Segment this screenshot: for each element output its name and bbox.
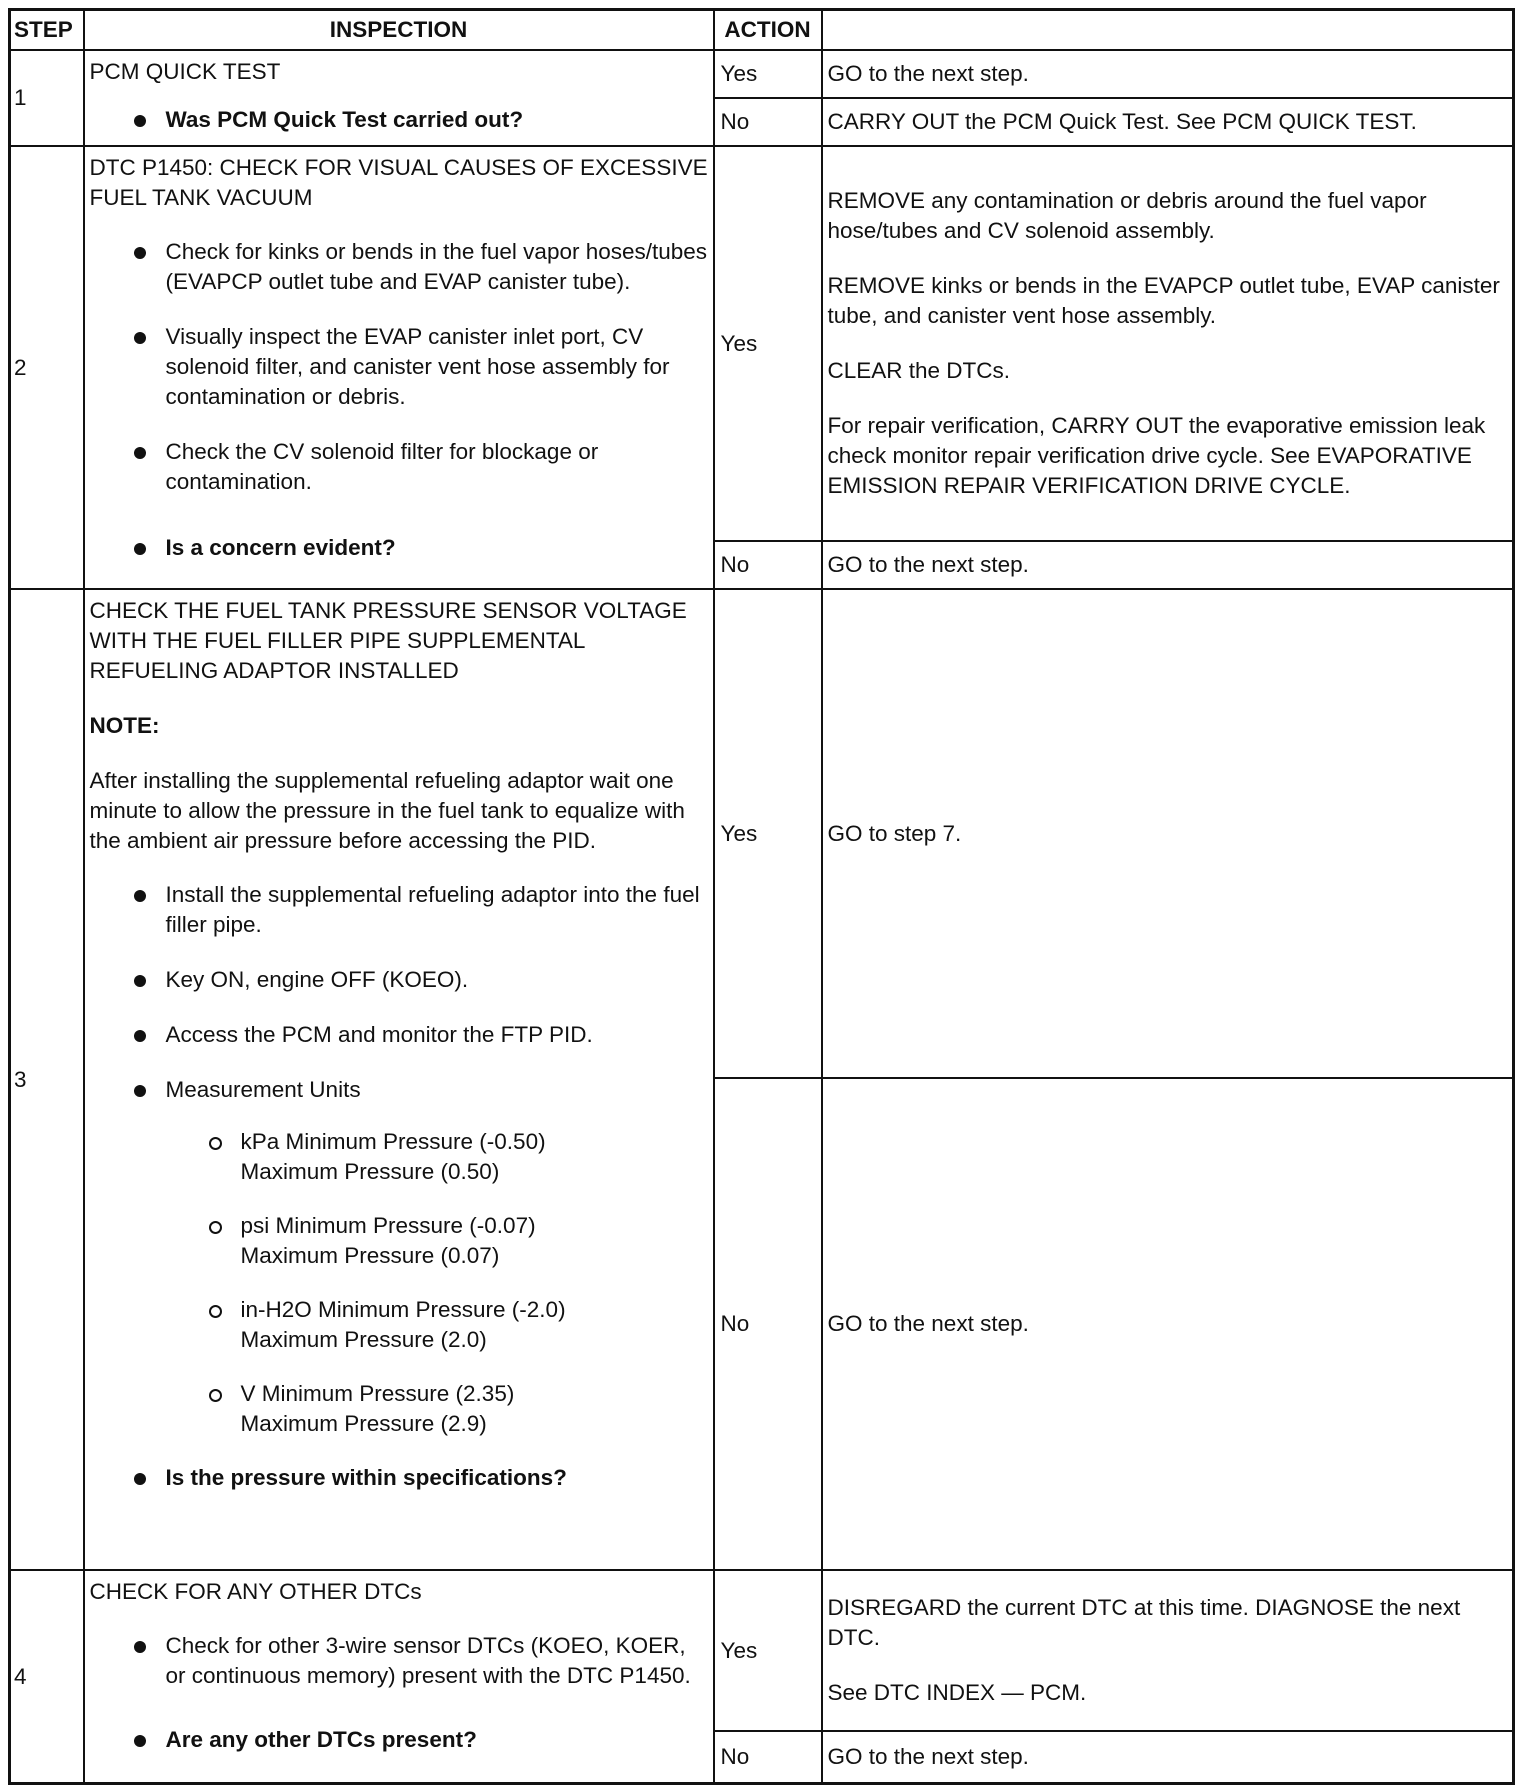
- step-title: CHECK FOR ANY OTHER DTCs: [89, 1579, 422, 1605]
- step-title: CHECK THE FUEL TANK PRESSURE SENSOR VOLTAGE WITH THE FUEL FILLER PIPE SUPPLEMENTAL REFUELING ADAPTOR INSTALLED: [89, 598, 687, 684]
- step-number: 1: [10, 50, 84, 146]
- bullet-icon: [134, 1473, 146, 1485]
- answer-no: No: [714, 1078, 822, 1570]
- bullet-item: Access the PCM and monitor the FTP PID.: [90, 1020, 709, 1050]
- circle-bullet-icon: [209, 1137, 222, 1150]
- bullet-icon: [134, 115, 146, 127]
- bullet-icon: [134, 1030, 146, 1042]
- table-row: [10, 146, 1514, 541]
- note-heading: NOTE:: [89, 713, 160, 739]
- sub-bullet-item: in-H2O Minimum Pressure (-2.0) Maximum Pressure (2.0): [90, 1295, 709, 1355]
- bullet-item: Install the supplemental refueling adaptor into the fuel filler pipe.: [90, 880, 709, 940]
- bullet-item: Key ON, engine OFF (KOEO).: [90, 965, 709, 995]
- bullet-icon: [134, 247, 146, 259]
- inspection-cell: [84, 50, 714, 146]
- circle-bullet-icon: [209, 1389, 222, 1402]
- bullet-question: Are any other DTCs present?: [90, 1725, 709, 1755]
- answer-no: No: [714, 1731, 822, 1783]
- action-paragraph: See DTC INDEX — PCM.: [827, 1680, 1087, 1706]
- action-no: GO to the next step.: [822, 1731, 1514, 1783]
- header-action: ACTION: [714, 10, 822, 51]
- table-row: [10, 1570, 1514, 1731]
- bullet-question: Was PCM Quick Test carried out?: [90, 105, 709, 135]
- action-yes-cell: [822, 1570, 1514, 1731]
- note-text: After installing the supplemental refueling adaptor wait one minute to allow the pressure in the fuel tank to equalize with the ambient air pressure before accessing the PID.: [89, 768, 685, 854]
- action-paragraph: CLEAR the DTCs.: [827, 358, 1011, 384]
- sub-bullet-item: V Minimum Pressure (2.35) Maximum Pressure (2.9): [90, 1379, 709, 1439]
- sub-bullet-item: kPa Minimum Pressure (-0.50) Maximum Pressure (0.50): [90, 1127, 709, 1187]
- circle-bullet-icon: [209, 1221, 222, 1234]
- step-number: 4: [10, 1570, 84, 1783]
- action-paragraph: For repair verification, CARRY OUT the evaporative emission leak check monitor repair verification drive cycle. See EVAPORATIVE EMISSION REPAIR VERIFICATION DRIVE CYCLE.: [827, 413, 1486, 499]
- bullet-question: Is a concern evident?: [90, 533, 709, 563]
- header-inspection: INSPECTION: [84, 10, 714, 51]
- action-no: CARRY OUT the PCM Quick Test. See PCM QUICK TEST.: [822, 98, 1514, 146]
- action-paragraph: DISREGARD the current DTC at this time. DIAGNOSE the next DTC.: [827, 1595, 1461, 1651]
- step-title: PCM QUICK TEST: [89, 59, 281, 84]
- action-no: GO to the next step.: [822, 1078, 1514, 1570]
- sub-bullet-item: psi Minimum Pressure (-0.07) Maximum Pressure (0.07): [90, 1211, 709, 1271]
- answer-no: No: [714, 98, 822, 146]
- answer-yes: Yes: [714, 1570, 822, 1731]
- action-paragraph: REMOVE any contamination or debris around the fuel vapor hose/tubes and CV solenoid assembly.: [827, 188, 1427, 244]
- bullet-item: Check for kinks or bends in the fuel vapor hoses/tubes (EVAPCP outlet tube and EVAP canister tube).: [90, 237, 709, 297]
- step-number: 3: [10, 589, 84, 1570]
- diagnostic-table: [8, 8, 1515, 1785]
- bullet-icon: [134, 1735, 146, 1747]
- action-no: GO to the next step.: [822, 541, 1514, 589]
- step-number: 2: [10, 146, 84, 589]
- bullet-item: Visually inspect the EVAP canister inlet port, CV solenoid filter, and canister vent hose assembly for contamination or debris.: [90, 322, 709, 412]
- bullet-icon: [134, 332, 146, 344]
- bullet-icon: [134, 890, 146, 902]
- header-step: STEP: [10, 10, 84, 51]
- action-yes: GO to step 7.: [822, 589, 1514, 1078]
- step-title: DTC P1450: CHECK FOR VISUAL CAUSES OF EXCESSIVE FUEL TANK VACUUM: [89, 155, 708, 210]
- inspection-cell: [84, 1570, 714, 1783]
- answer-yes: Yes: [714, 589, 822, 1078]
- bullet-icon: [134, 1641, 146, 1653]
- answer-no: No: [714, 541, 822, 589]
- action-yes-cell: [822, 146, 1514, 541]
- inspection-cell: [84, 589, 714, 1570]
- bullet-item: Check the CV solenoid filter for blockage or contamination.: [90, 437, 709, 497]
- answer-yes: Yes: [714, 146, 822, 541]
- bullet-question: Is the pressure within specifications?: [90, 1463, 709, 1493]
- table-row: [10, 50, 1514, 98]
- header-blank: [822, 10, 1514, 51]
- bullet-icon: [134, 975, 146, 987]
- bullet-icon: [134, 447, 146, 459]
- answer-yes: Yes: [714, 50, 822, 98]
- bullet-icon: [134, 543, 146, 555]
- action-paragraph: REMOVE kinks or bends in the EVAPCP outlet tube, EVAP canister tube, and canister vent hose assembly.: [827, 273, 1500, 329]
- table-row: [10, 589, 1514, 1078]
- circle-bullet-icon: [209, 1305, 222, 1318]
- bullet-item: Measurement Units: [90, 1075, 709, 1105]
- inspection-cell: [84, 146, 714, 589]
- action-yes: GO to the next step.: [822, 50, 1514, 98]
- bullet-item: Check for other 3-wire sensor DTCs (KOEO, KOER, or continuous memory) present with the DTC P1450.: [90, 1631, 709, 1691]
- header-row: [10, 10, 1514, 51]
- bullet-icon: [134, 1085, 146, 1097]
